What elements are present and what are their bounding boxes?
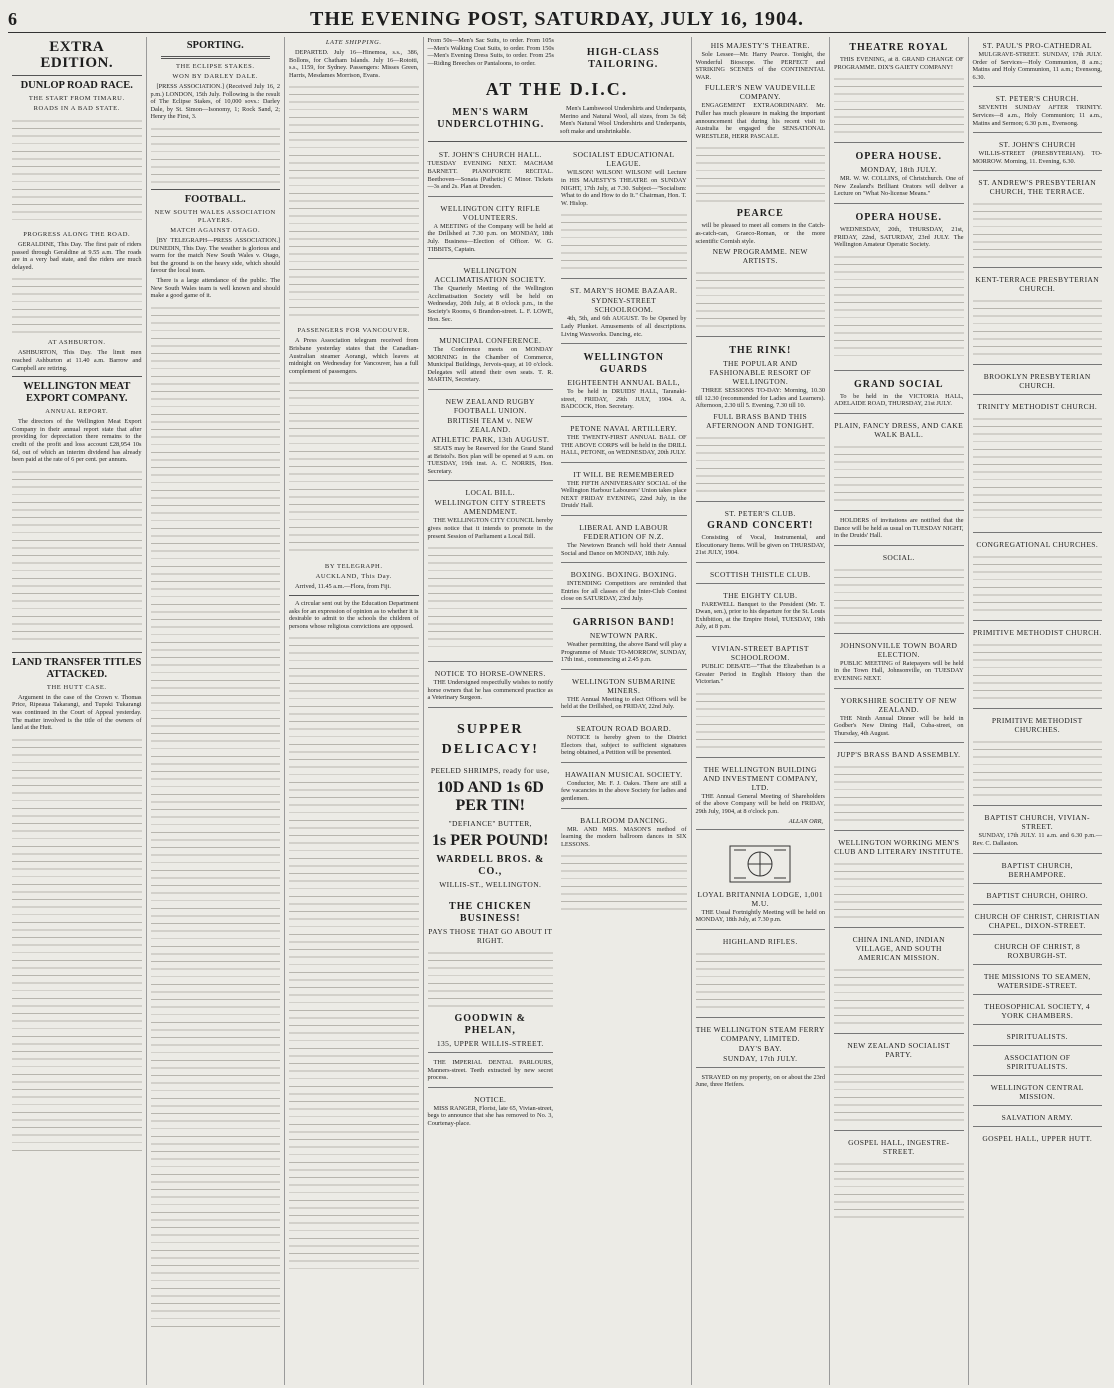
trinity-headline: TRINITY METHODIST CHURCH. [977, 402, 1098, 412]
dental-text: THE IMPERIAL DENTAL PARLOURS, Manners-street. Teeth extracted by new secret process. [427, 1059, 553, 1082]
local-bill-headline: LOCAL BILL. [465, 488, 516, 498]
body-text-block [834, 761, 964, 821]
rink-band: FULL BRASS BAND THIS AFTERNOON AND TONIGHT. [706, 411, 815, 430]
football-headline: FOOTBALL. [184, 193, 246, 205]
fullers-text: ENGAGEMENT EXTRAORDINARY. Mr. Fuller has much pleasure in making the important announcement that during his recent visit to Australia he engaged the SENSATIONAL WRESTLER, HERR PASCALE. [695, 102, 825, 140]
social-headline: SOCIAL. [882, 552, 915, 562]
rifle-volunteers-text: A MEETING of the Company will be held at the Drillshed at 7.30 p.m. on MONDAY, 18th July. Business—Election of Officer. W. G. TIBBITS, Captain. [427, 222, 553, 253]
opera-house-headline-2: OPERA HOUSE. [855, 211, 942, 223]
rugby-headline: NEW ZEALAND RUGBY FOOTBALL UNION. [445, 397, 535, 416]
body-text-block [973, 551, 1103, 611]
opera-date: MONDAY, 18th JULY. [860, 165, 938, 175]
holders-notice: HOLDERS of invitations are notified that the Dance will be held as usual on TUESDAY NIGHT, in the Druids' Hall. [834, 516, 964, 540]
petone-text: THE TWENTY-FIRST ANNUAL BALL OF THE ABOVE CORPS will be held in the DRILL HALL, PETONE, on WEDNESDAY, 20th JULY. [561, 433, 687, 457]
strayed-text: STRAYED on my property, on or about the 23rd June, three Heifers. [695, 1073, 825, 1089]
working-mens-headline: WELLINGTON WORKING MEN'S CLUB AND LITERARY INSTITUTE. [834, 838, 964, 857]
goodwin-name: GOODWIN & PHELAN, [454, 1013, 526, 1036]
theatre-royal-text: THIS EVENING, at 8. GRAND CHANGE OF PROGRAMME. DIX'S GAIETY COMPANY! [834, 56, 964, 71]
boxing-text: INTENDING Competitors are reminded that Entries for all classes of the Inter-Club Contest close on SATURDAY, 23rd July. [561, 580, 687, 603]
bazaar-subhead: SYDNEY-STREET SCHOOLROOM. [591, 296, 657, 315]
hawaiian-headline: HAWAIIAN MUSICAL SOCIETY. [564, 769, 683, 779]
anniversary-text: THE FIFTH ANNIVERSARY SOCIAL of the Wellington Harbour Labourers' Union takes place NEXT FRIDAY EVENING, 22nd July, in the Druids' Hall. [561, 479, 687, 510]
shrimps-line: PEELED SHRIMPS, ready for use, [430, 766, 550, 775]
theosophical-headline: THEOSOPHICAL SOCIETY, 4 YORK CHAMBERS. [984, 1001, 1091, 1020]
st-john-hall-text: TUESDAY EVENING NEXT. MACHAM BARNETT. PIANOFORTE RECITAL. Beethoven—Sonata (Pathetic) C Minor. Tickets—3s and 2s. Plan at Dresden. [427, 160, 553, 191]
municipal-headline: MUNICIPAL CONFERENCE. [439, 336, 542, 346]
body-text-block [973, 639, 1103, 699]
ballroom-text: MR. AND MRS. MASON'S method of learning the modern ballroom dances in SIX LESSONS. [561, 825, 687, 848]
ashburton-paragraph: ASHBURTON, This Day. The limit men reached Ashburton at 11.40 a.m. Barrow and Campbell are retiring. [12, 349, 142, 372]
johnsonville-headline: JOHNSONVILLE TOWN BOARD ELECTION. [840, 640, 958, 659]
body-text-block [289, 632, 419, 1272]
salvation-army-headline: SALVATION ARMY. [1001, 1112, 1073, 1122]
council-headline: WELLINGTON CITY STREETS AMENDMENT. [434, 498, 546, 517]
notice-headline: NOTICE. [474, 1094, 507, 1104]
lodge-text: THE Usual Fortnightly Meeting will be held on MONDAY, 18th July, at 7.30 p.m. [695, 908, 825, 924]
ads-left [428, 146, 554, 1135]
column-7 [830, 37, 969, 1385]
eighty-club-headline: THE EIGHTY CLUB. [723, 590, 798, 600]
rugby-text: SEATS may be Reserved for the Grand Stand at Bristol's. Box plan will be opened at 9 a.m. on TUESDAY, 19th inst. A. C. NORRIS, Hon. Secretary. [427, 445, 553, 475]
dic-banner: AT THE D.I.C. [485, 79, 629, 99]
gospel-hall-headline: GOSPEL HALL, INGESTRE-STREET. [848, 1138, 950, 1157]
submarine-headline: WELLINGTON SUBMARINE MINERS. [572, 676, 676, 695]
opera-house-headline: OPERA HOUSE. [855, 151, 942, 163]
race-subhead-1: THE START FROM TIMARU. [28, 95, 125, 102]
days-bay: DAY'S BAY. [738, 1043, 782, 1053]
passengers-headline: PASSENGERS FOR VANCOUVER. [297, 327, 411, 335]
body-text-block [696, 142, 826, 202]
kent-terrace-headline: KENT-TERRACE PRESBYTERIAN CHURCH. [975, 275, 1100, 294]
st-john-headline: ST. JOHN'S CHURCH [998, 140, 1076, 150]
spiritualists-assoc-headline: ASSOCIATION OF SPIRITUALISTS. [1004, 1052, 1071, 1071]
st-andrew-headline: ST. ANDREW'S PRESBYTERIAN CHURCH, THE TERRACE. [978, 178, 1097, 197]
central-mission-headline: WELLINGTON CENTRAL MISSION. [990, 1082, 1084, 1101]
body-text-block [428, 947, 554, 1007]
football-paragraph: [BY TELEGRAPH—PRESS ASSOCIATION.] DUNEDIN, This Day. The weather is glorious and warm for the match New South Wales v. Otago, but the ground is on the heavy side, which should favour the local team. [150, 236, 280, 275]
butter-price: 1s PER POUND! [432, 832, 549, 849]
shipping-headline: LATE SHIPPING. [325, 39, 382, 46]
lodge-emblem-icon [696, 840, 826, 886]
petone-headline: PETONE NAVAL ARTILLERY. [570, 423, 678, 433]
arrived-paragraph: Arrived, 11.45 a.m.—Flora, from Fiji. [295, 583, 391, 591]
china-inland-headline: CHINA INLAND, INDIAN VILLAGE, AND SOUTH AMERICAN MISSION. [852, 935, 945, 963]
baptist-ohiro-headline: BAPTIST CHURCH, OHIRO. [986, 890, 1089, 900]
rugby-venue: ATHLETIC PARK, 13th AUGUST. [431, 435, 550, 445]
building-headline: THE WELLINGTON BUILDING AND INVESTMENT COMPANY, LTD. [702, 764, 818, 792]
new-programme: NEW PROGRAMME. NEW ARTISTS. [712, 247, 808, 266]
bazaar-headline: ST. MARY'S HOME BAZAAR. [570, 286, 678, 296]
column-8 [969, 37, 1107, 1385]
hawaiian-text: Conductor, Mr. F. J. Oakes. There are still a few vacancies in the above Society for ladies and gentlemen. [561, 779, 687, 802]
body-text-block [289, 377, 419, 557]
spiritualists-headline: SPIRITUALISTS. [1006, 1031, 1068, 1041]
st-peter-headline: ST. PETER'S CHURCH. [995, 94, 1079, 104]
column-2 [147, 37, 286, 1385]
butter-line: "DEFIANCE" BUTTER, [448, 819, 532, 828]
shrimps-price: 10D AND 1s 6D PER TIN! [436, 779, 544, 814]
st-peter-club-headline: ST. PETER'S CLUB. [724, 508, 796, 518]
eclipse-subhead: WON BY DARLEY DALE. [172, 73, 259, 80]
body-text-block [973, 198, 1103, 258]
extra-edition-banner: EXTRA EDITION. [40, 39, 114, 71]
rink-text: THREE SESSIONS TO-DAY: Morning, 10.30 till 12.30 (recommended for Ladies and Learners). Afternoon, 2.30 till 5. Evening, 7.30 till 10. [695, 387, 825, 410]
meat-export-headline: WELLINGTON MEAT EXPORT COMPANY. [23, 381, 131, 405]
tailoring-prices: From 50s—Men's Sac Suits, to order. From 105s—Men's Walking Coat Suits, to order. From 150s—Men's Evening Dress Suits, to order. From 25s—Riding Breeches or Pantaloons, to order. [427, 37, 554, 67]
tailoring-headline: HIGH-CLASS TAILORING. [586, 47, 660, 70]
column-1 [8, 37, 147, 1385]
pearce-name: PEARCE [736, 208, 784, 220]
meat-export-paragraph: The directors of the Wellington Meat Export Company in their annual report state that after providing for depreciation there remains to the credit of the profit and loss account £28,954 10s 6d, out of which an interim dividend has already been paid at the rate of 6 per cent. per annum. [12, 418, 142, 464]
wardell-name: WARDELL BROS. & CO., [436, 854, 545, 877]
column-6 [692, 37, 831, 1385]
body-text-block [973, 295, 1103, 355]
steam-ferry-headline: THE WELLINGTON STEAM FERRY COMPANY, LIMITED. [695, 1024, 825, 1043]
eclipse-headline: THE ECLIPSE STAKES. [175, 63, 255, 70]
fullers-headline: FULLER'S NEW VAUDEVILLE COMPANY. [704, 83, 816, 102]
nsw-headline: NEW SOUTH WALES ASSOCIATION PLAYERS. [154, 208, 276, 224]
body-text-block [151, 302, 281, 1332]
body-text-block [151, 123, 281, 183]
st-john-hall-headline: ST. JOHN'S CHURCH HALL. [438, 150, 542, 160]
acclimatisation-headline: WELLINGTON ACCLIMATISATION SOCIETY. [434, 266, 547, 285]
body-text-block [696, 267, 826, 327]
garrison-text: Weather permitting, the above Band will play a Programme of Music TO-MORROW, SUNDAY, 17th inst., commencing at 2.45 p.m. [561, 641, 687, 664]
grand-concert-headline: GRAND CONCERT! [707, 519, 814, 531]
nz-socialist-headline: NEW ZEALAND SOCIALIST PARTY. [847, 1041, 951, 1060]
body-text-block [834, 73, 964, 133]
rugby-subhead: BRITISH TEAM v. NEW ZEALAND. [447, 416, 534, 435]
rink-subhead: THE POPULAR AND FASHIONABLE RESORT OF WELLINGTON. [709, 359, 811, 387]
ashburton-headline: AT ASHBURTON. [47, 339, 106, 347]
bazaar-text: 4th, 5th, and 6th AUGUST. To be Opened by Lady Plunket. Amusements of all descriptions. Living Waxworks. Dancing, etc. [561, 315, 687, 338]
race-headline: DUNLOP ROAD RACE. [20, 80, 133, 91]
eclipse-paragraph: [PRESS ASSOCIATION.] (Received July 16, 2 p.m.) LONDON, 15th July. Following is the result of The Eclipse Stakes, of 10,000 sovs.: Darley Dale, by St. Simon—Isonomy, 1; Rock Sand, 2; Henry the First, 3. [150, 83, 280, 121]
st-paul-headline: ST. PAUL'S PRO-CATHEDRAL [982, 41, 1092, 50]
yorkshire-headline: YORKSHIRE SOCIETY OF NEW ZEALAND. [840, 695, 957, 714]
lodge-headline: LOYAL BRITANNIA LODGE, 1,001 M.U. [697, 889, 824, 908]
primitive-headline: PRIMITIVE METHODIST CHURCH. [972, 628, 1102, 638]
rifle-volunteers-headline: WELLINGTON CITY RIFLE VOLUNTEERS. [440, 203, 541, 222]
columns [8, 37, 1106, 1385]
progress-paragraph: GERALDINE, This Day. The first pair of riders passed through Geraldine at 9.55 a.m. The roads are in a very bad state, and the riders are much delayed. [12, 241, 142, 271]
harbour-paragraph: There is a large attendance of the public. The New South Wales team is well known and should make a good game of it. [150, 276, 280, 300]
passengers-paragraph: A Press Association telegram received from Brisbane yesterday states that the Canadian-Australian steamer Aorangi, which leaves at midnight on Wednesday for Vancouver, has a full complement of passengers. [289, 337, 419, 375]
theatre-royal-headline: THEATRE ROYAL [849, 42, 949, 53]
body-text-block [834, 251, 964, 361]
theatre-text: Sole Lessee—Mr. Harry Pearce. Tonight, the Wonderful Bioscope. The PERFECT and STRIKING SCENES of the CONTINENTAL WAR. [695, 51, 825, 81]
fancy-dress-headline: PLAIN, FANCY DRESS, AND CAKE WALK BALL. [834, 420, 964, 439]
body-text-block [289, 81, 419, 321]
scottish-headline: SCOTTISH THISTLE CLUB. [709, 569, 811, 579]
st-john-text: WILLIS-STREET (PRESBYTERIAN). TO-MORROW. Morning, 11. Evening, 6.30. [972, 150, 1102, 165]
body-text-block [561, 850, 687, 910]
body-text-block [12, 734, 142, 1154]
socialist-headline: SOCIALIST EDUCATIONAL LEAGUE. [573, 150, 675, 169]
body-text-block [973, 413, 1103, 523]
body-text-block [834, 964, 964, 1024]
otago-headline: MATCH AGAINST OTAGO. [170, 226, 261, 234]
mens-underclothing-headline: MEN'S WARM UNDERCLOTHING. [437, 107, 545, 130]
rink-headline: THE RINK! [729, 345, 792, 357]
notice-text: MISS RANGER, Florist, late 65, Vivian-street, begs to announce that she has removed to No. 3, Courtenay-place. [427, 1104, 553, 1127]
body-text-block [12, 273, 142, 333]
submarine-text: THE Annual Meeting to elect Officers will be held at the Drillshed, on FRIDAY, 22nd July. [561, 695, 687, 711]
opera-text: MR. W. W. COLLINS, of Christchurch. One of New Zealand's Brilliant Orators will deliver a Lecture on "What No-license Means." [834, 175, 964, 198]
seamen-headline: THE MISSIONS TO SEAMEN, WATERSIDE-STREET. [983, 971, 1091, 990]
brooklyn-headline: BROOKLYN PRESBYTERIAN CHURCH. [983, 372, 1091, 391]
seatoun-text: NOTICE is hereby given to the District Electors that, subject to sufficient signatures being obtained, a Petition will be presented. [561, 734, 687, 757]
baptist-headline: BAPTIST CHURCH, VIVIAN-STREET. [984, 813, 1090, 832]
acclimatisation-text: The Quarterly Meeting of the Wellington Acclimatisation Society will be held on Wednesday, 20th July, at 8 o'clock p.m., in the Society's Rooms, 6 Brandon-street. L. F. LOWE, Hon. Sec. [427, 285, 553, 323]
council-text: THE WELLINGTON CITY COUNCIL hereby gives notice that it intends to promote in the present Session of Parliament a Local Bill. [427, 517, 553, 540]
vivian-text: PUBLIC DEBATE—"That the Elizabethan is a Greater Period in English History than the Victorian." [695, 663, 825, 686]
municipal-text: The Conference meets on MONDAY MORNING in the Chamber of Commerce, Municipal Buildings, Jervois-quay, at 10 o'clock. Delegates will attend their own seats. T. R. MARTIN, Secretary. [427, 346, 553, 384]
socialist-text: WILSON! WILSON! WILSON! will Lecture in HIS MAJESTY'S THEATRE on SUNDAY NIGHT, 17th July, at 7.30. Subject—"Socialism: What to do and How to do It." Chairman, Hon. T. W. Hislop. [561, 169, 687, 207]
supper-headline: SUPPER DELICACY! [441, 722, 539, 757]
jupp-headline: JUPP'S BRASS BAND ASSEMBLY. [837, 750, 961, 760]
grand-social-headline: GRAND SOCIAL [853, 378, 944, 390]
baptist-berhampore-headline: BAPTIST CHURCH, BERHAMPORE. [1001, 860, 1073, 879]
shipping-paragraph: DEPARTED. July 16—Hinemoa, s.s., 386, Bollons, for Chatham Islands. July 16—Rotoiti, s.s., 1159, for Sydney. Passengers: Misses Green, Harris, Mesdames Morrison, Evans. [289, 49, 419, 79]
vivian-headline: VIVIAN-STREET BAPTIST SCHOOLROOM. [711, 644, 809, 663]
page-number: 6 [8, 8, 17, 29]
chicken-headline: THE CHICKEN BUSINESS! [449, 901, 532, 924]
sunday-date: SUNDAY, 17th JULY. [723, 1053, 798, 1063]
land-transfer-subhead: THE HUTT CASE. [46, 683, 107, 691]
seatoun-headline: SEATOUN ROAD BOARD. [576, 724, 672, 733]
st-peter-text: SEVENTH SUNDAY AFTER TRINITY. Services—8 a.m., Holy Communion; 11 a.m., Matins and Sermon; 6.30 p.m., Evensong. [972, 104, 1102, 127]
column-4 [424, 37, 692, 1385]
body-text-block [834, 441, 964, 501]
chicken-tagline: PAYS THOSE THAT GO ABOUT IT RIGHT. [428, 927, 553, 945]
telegraph-subhead: AUCKLAND, This Day. [315, 573, 392, 581]
column-3 [285, 37, 424, 1385]
goodwin-address: 135, UPPER WILLIS-STREET. [436, 1039, 544, 1048]
building-text: THE Annual General Meeting of Shareholders of the above Company will be held on FRIDAY, 29th July, 1904, at 8 o'clock p.m. [695, 792, 825, 816]
masthead [8, 6, 1106, 33]
newspaper-title: THE EVENING POST, SATURDAY, JULY 16, 1904. [310, 7, 804, 30]
mens-underclothing-paragraph: Men's Lambswool Undershirts and Underpants, Merino and Natural Wool, all sizes, from 3s 6d; Men's Natural Wool Undershirts and Underpants, soft make and unshrinkable. [560, 105, 687, 135]
ballroom-headline: BALLROOM DANCING. [580, 815, 668, 825]
body-text-block [834, 564, 964, 624]
remember-headline: IT WILL BE REMEMBERED [573, 469, 675, 479]
theatre-headline: HIS MAJESTY'S THEATRE. [710, 41, 810, 50]
church-of-christ-headline: CHURCH OF CHRIST, CHRISTIAN CHAPEL, DIXON-STREET. [974, 911, 1100, 930]
sporting-headline: SPORTING. [186, 40, 244, 51]
body-text-block [12, 466, 142, 646]
guards-headline: WELLINGTON GUARDS [583, 352, 664, 376]
progress-headline: PROGRESS ALONG THE ROAD. [23, 231, 131, 238]
horse-owners-text: THE Undersigned respectfully wishes to notify horse owners that he has commenced practice as a Veterinary Surgeon. [427, 679, 553, 702]
farewell-text: FAREWELL Banquet to the President (Mr. T. Dwan, sen.), prior to his departure for the St. Louis Exhibition, at the Empire Hotel, TUESDAY, 19th July, at 8 p.m. [695, 600, 825, 631]
land-transfer-paragraph: Argument in the case of the Crown v. Thomas Price, Ripeaua Takarangi, and Tupoki Tukarangi was continued in the Court of Appeal yesterday. The matter involved is the title of the owners of land at the Hutt. [12, 693, 142, 732]
wardell-address: WILLIS-ST., WELLINGTON. [439, 880, 542, 889]
body-text-block [696, 688, 826, 748]
race-subhead-2: ROADS IN A BAD STATE. [33, 105, 120, 112]
church-of-christ-headline-2: CHURCH OF CHRIST, 8 ROXBURGH-ST. [994, 941, 1081, 960]
yorkshire-text: THE Ninth Annual Dinner will be held in Godber's New Dining Hall, Cuba-street, on Thursday, 4th August. [834, 714, 964, 737]
telegraph-headline: BY TELEGRAPH. [324, 563, 383, 571]
johnsonville-text: PUBLIC MEETING of Ratepayers will be held in the Town Hall, Johnsonville, on TUESDAY EVENING NEXT. [834, 659, 964, 682]
highland-rifles-headline: HIGHLAND RIFLES. [722, 936, 798, 946]
body-text-block [561, 209, 687, 269]
body-text-block [834, 1061, 964, 1121]
circular-paragraph: A circular sent out by the Education Department asks for an expression of opinion as to whether it is desirable to admit to the schools the children of persons whose religious convictions are opposed. [289, 599, 419, 630]
horse-owners-headline: NOTICE TO HORSE-OWNERS. [434, 669, 546, 679]
allan-orr-signature: ALLAN ORR, [788, 817, 823, 825]
guards-text: To be held in DRUIDS' HALL, Taranaki-street, FRIDAY, 29th JULY, 1904. A. BADCOCK, Hon. Secretary. [561, 388, 687, 411]
meat-export-subhead: ANNUAL REPORT. [45, 408, 109, 416]
primitive-headline-2: PRIMITIVE METHODIST CHURCHES. [991, 716, 1083, 735]
guards-subhead: EIGHTEENTH ANNUAL BALL, [567, 378, 680, 388]
pearce-text: will be pleased to meet all comers in the Catch-as-catch-can, Graeco-Roman, or the more scientific Cornish style. [695, 222, 825, 245]
body-text-block [973, 736, 1103, 796]
body-text-block [12, 115, 142, 225]
liberal-text: The Newtown Branch will hold their Annual Social and Dance on MONDAY, 18th July. [561, 542, 687, 557]
garrison-headline: GARRISON BAND! [572, 617, 675, 629]
st-paul-text: MULGRAVE-STREET. SUNDAY, 17th JULY. Order of Services—Holy Communion, 8 a.m.; Matins and Holy Communion, 11 a.m.; Evensong, 6.30. [972, 51, 1102, 81]
opera-text-2: WEDNESDAY, 20th, THURSDAY, 21st, FRIDAY, 22nd, SATURDAY, 23rd JULY. The Wellington Amateur Operatic Society. [834, 225, 964, 249]
body-text-block [696, 948, 826, 1008]
boxing-headline: BOXING. BOXING. BOXING. [570, 570, 677, 580]
ads-right [561, 146, 687, 1135]
congregational-headline: CONGREGATIONAL CHURCHES. [976, 540, 1099, 550]
gospel-upper-hutt-headline: GOSPEL HALL, UPPER HUTT. [982, 1133, 1093, 1143]
newtown-park: NEWTOWN PARK. [589, 631, 658, 641]
grand-social-text: To be held in the VICTORIA HALL, ADELAIDE ROAD, THURSDAY, 21st JULY. [834, 392, 964, 408]
liberal-headline: LIBERAL AND LABOUR FEDERATION OF N.Z. [579, 523, 669, 542]
body-text-block [696, 432, 826, 492]
land-transfer-headline: LAND TRANSFER TITLES ATTACKED. [12, 656, 142, 680]
body-text-block [834, 1158, 964, 1218]
body-text-block [834, 858, 964, 918]
concert-text: Consisting of Vocal, Instrumental, and Elocutionary Items. Will be given on THURSDAY, 21st JULY, 1904. [695, 533, 825, 557]
baptist-text: SUNDAY, 17th JULY. 11 a.m. and 6.30 p.m.—Rev. C. Dallaston. [972, 832, 1102, 847]
body-text-block [428, 542, 554, 652]
